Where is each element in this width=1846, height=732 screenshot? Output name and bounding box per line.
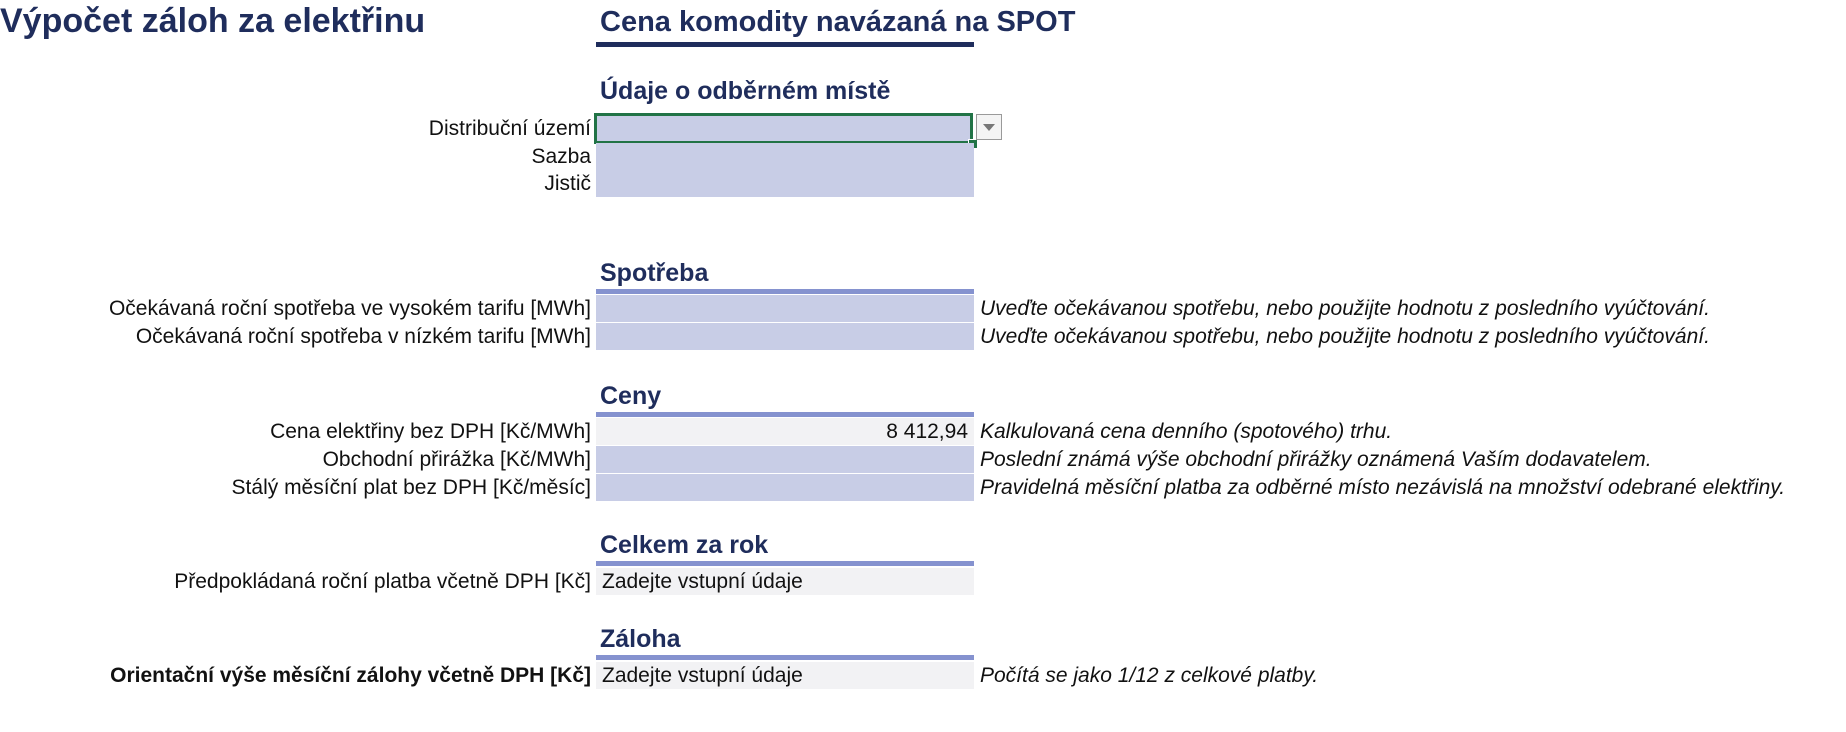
distribucni-uzemi-cell[interactable]: [594, 113, 973, 144]
cena-elektriny-cell[interactable]: [596, 418, 974, 445]
spotreba-nt-cell[interactable]: [596, 323, 974, 350]
jistic-cell[interactable]: [596, 170, 974, 197]
label-spotreba-nt: Očekávaná roční spotřeba v nízkém tarifu [MWh]: [135, 325, 591, 348]
dropdown-button[interactable]: [976, 114, 1002, 140]
label-spotreba-vt: Očekávaná roční spotřeba ve vysokém tarifu [MWh]: [108, 297, 591, 320]
section-heading-celkem: Celkem za rok: [600, 531, 769, 559]
section-bar-zaloha: [596, 655, 974, 660]
label-mesicni-zaloha: Orientační výše měsíční zálohy včetně DPH [Kč]: [110, 664, 591, 687]
note-spotreba-vt: Uveďte očekávanou spotřebu, nebo použijte hodnotu z posledního vyúčtování.: [980, 297, 1710, 320]
section-heading-zaloha: Záloha: [600, 625, 681, 653]
main-title-underline: [596, 42, 974, 47]
note-staly-plat: Pravidelná měsíční platba za odběrné místo nezávislá na množství odebrané elektřiny.: [980, 476, 1786, 499]
label-jistic: Jistič: [544, 172, 591, 195]
mesicni-zaloha-cell[interactable]: [596, 662, 974, 689]
section-bar-spotreba: [596, 289, 974, 294]
rocni-platba-value: Zadejte vstupní údaje: [602, 570, 803, 593]
rocni-platba-cell[interactable]: [596, 568, 974, 595]
staly-plat-cell[interactable]: [596, 474, 974, 501]
note-obchodni-prirazka: Poslední známá výše obchodní přirážky oznámená Vaším dodavatelem.: [980, 448, 1652, 471]
label-sazba: Sazba: [531, 145, 591, 168]
section-heading-ceny: Ceny: [600, 382, 662, 410]
section-heading-spotreba: Spotřeba: [600, 259, 709, 287]
main-title: Cena komodity navázaná na SPOT: [600, 6, 1076, 38]
note-cena-elektriny: Kalkulovaná cena denního (spotového) trhu.: [980, 420, 1393, 443]
mesicni-zaloha-value: Zadejte vstupní údaje: [602, 664, 803, 687]
label-obchodni-prirazka: Obchodní přirážka [Kč/MWh]: [322, 448, 591, 471]
cena-elektriny-value: 8 412,94: [886, 420, 968, 443]
note-mesicni-zaloha: Počítá se jako 1/12 z celkové platby.: [980, 664, 1319, 687]
section-bar-celkem: [596, 561, 974, 566]
obchodni-prirazka-cell[interactable]: [596, 446, 974, 473]
chevron-down-icon: [977, 115, 1001, 139]
sazba-cell[interactable]: [596, 143, 974, 170]
section-bar-ceny: [596, 412, 974, 417]
note-spotreba-nt: Uveďte očekávanou spotřebu, nebo použijte hodnotu z posledního vyúčtování.: [980, 325, 1710, 348]
label-cena-elektriny: Cena elektřiny bez DPH [Kč/MWh]: [270, 420, 591, 443]
label-distribucni-uzemi: Distribuční území: [428, 117, 591, 140]
section-heading-odberne-misto: Údaje o odběrném místě: [600, 77, 891, 105]
spotreba-vt-cell[interactable]: [596, 295, 974, 322]
page-title: Výpočet záloh za elektřinu: [0, 2, 426, 40]
label-rocni-platba: Předpokládaná roční platba včetně DPH [Kč]: [174, 570, 591, 593]
label-staly-plat: Stálý měsíční plat bez DPH [Kč/měsíc]: [231, 476, 591, 499]
